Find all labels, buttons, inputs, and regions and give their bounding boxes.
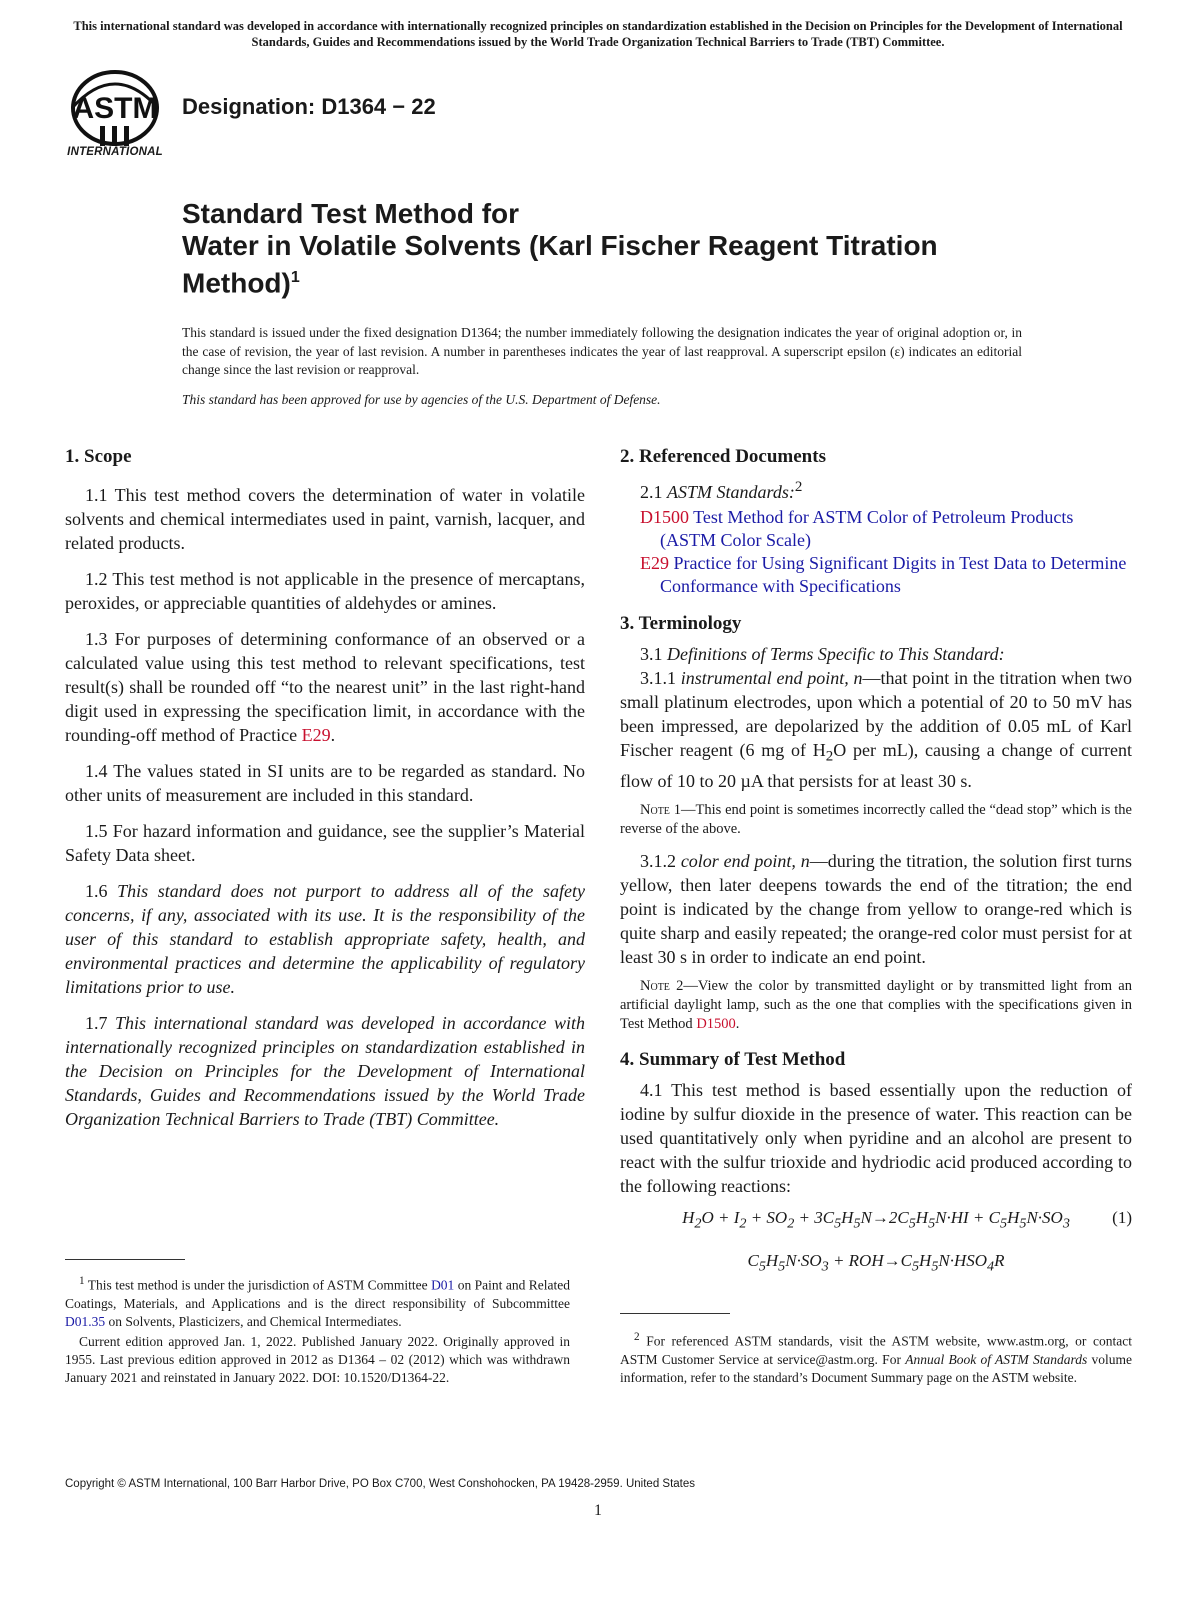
para-2-1-num: 2.1 xyxy=(640,482,667,502)
equation-number: (1) xyxy=(1112,1207,1132,1227)
left-column xyxy=(65,445,585,1143)
link-e29[interactable]: E29 xyxy=(301,725,331,745)
equation-2: $C_5H_5N\cdot SO_3 + ROH\to C_5H_5N\cdot HSO_4R$ xyxy=(747,1250,1005,1275)
para-1-7-text: This international standard was developed in accordance with internationally recognized principles on standardization established in the Decision on Principles for the Development of International Standards, Guides and Recommendations issued by the World Trade Organization Technical Barriers to Trade (TBT) Committee. xyxy=(65,1013,585,1129)
para-3-1-num: 3.1 xyxy=(640,644,667,664)
para-3-1-1-b: O per mL), causing a change of current flow of 10 to 20 µA that persists for at least 30 s. xyxy=(620,740,1132,791)
footnote-2-marker: 2 xyxy=(634,1331,640,1343)
ref-code-e29[interactable]: E29 xyxy=(640,553,669,573)
para-1-7-num: 1.7 xyxy=(85,1013,115,1033)
note-1-label: Note 1 xyxy=(640,801,681,818)
astm-logo-icon xyxy=(62,68,168,148)
footnote-2-a: For referenced ASTM standards, visit the ASTM website, www.astm.org, or contact ASTM Customer Service at service@astm.org. For xyxy=(620,1333,1132,1367)
para-3-1-1 xyxy=(620,666,1132,793)
link-d1500-note[interactable]: D1500 xyxy=(696,1015,736,1032)
footnote-1 xyxy=(65,1272,570,1389)
svg-text:ASTM: ASTM xyxy=(72,92,158,125)
footnote-2-italic: Annual Book of ASTM Standards xyxy=(905,1351,1088,1367)
para-1-7 xyxy=(65,1011,585,1131)
copyright-line: Copyright © ASTM International, 100 Barr Harbor Drive, PO Box C700, West Conshohocken, PA 19428-2959. United States xyxy=(65,1478,696,1490)
footnote-divider-left xyxy=(65,1259,185,1260)
footnote-divider-right xyxy=(620,1313,730,1314)
term-instrumental-end-point: instrumental end point, n xyxy=(680,668,863,688)
link-d01-35[interactable]: D01.35 xyxy=(65,1313,106,1329)
astm-logo xyxy=(62,68,168,164)
reference-d1500 xyxy=(620,506,1132,552)
para-1-1: 1.1 This test method covers the determination of water in volatile solvents and chemical intermediates used in paint, varnish, lacquer, and related products. xyxy=(65,485,585,553)
para-1-4: 1.4 The values stated in SI units are to be regarded as standard. No other units of measurement are included in this standard. xyxy=(65,761,585,805)
note-2-b: . xyxy=(735,1015,740,1032)
para-1-2: 1.2 This test method is not applicable in the presence of mercaptans, peroxides, or appreciable quantities of aldehydes or amines. xyxy=(65,569,585,613)
document-title xyxy=(182,198,1062,299)
preamble: This standard is issued under the fixed designation D1364; the number immediately following the designation indicates the year of original adoption or, in the case of revision, the year of last revision. A number in parentheses indicates the year of last reapproval. A superscript epsilon (ε) indicates an editorial change since the last revision or reapproval. xyxy=(182,325,1022,377)
footnote-1-para-2: Current edition approved Jan. 1, 2022. Published January 2022. Originally approved in 1955. Last previous edition approved in 2012 as D1364 – 02 (2012) which was withdrawn January 2021 and reinstated in January 2022. DOI: 10.1520/D1364-22. xyxy=(65,1333,570,1385)
ref-code-d1500[interactable]: D1500 xyxy=(640,507,689,527)
para-2-1 xyxy=(620,475,1132,504)
dod-approval: This standard has been approved for use by agencies of the U.S. Department of Defense. xyxy=(182,392,661,407)
reference-e29 xyxy=(620,552,1132,598)
ref-title-d1500[interactable]: Test Method for ASTM Color of Petroleum Products (ASTM Color Scale) xyxy=(660,507,1074,550)
para-3-1-2 xyxy=(620,849,1132,969)
para-3-1 xyxy=(620,642,1132,666)
title-line-2: Water in Volatile Solvents (Karl Fischer Reagent Titration xyxy=(182,230,938,261)
para-4-1: 4.1 This test method is based essentially upon the reduction of iodine by sulfur dioxide in the presence of water. This reaction can be used quantitatively only when pyridine and an alcohol are present to react with the sulfur trioxide and hydriodic acid produced according to the following reactions: xyxy=(620,1079,1132,1196)
footnote-1-a2: on Paint and Related Coatings, Materials, and Applications and is the direct responsibility of Subcommittee xyxy=(65,1277,570,1311)
link-d01[interactable]: D01 xyxy=(431,1277,455,1293)
logo-org-text: INTERNATIONAL xyxy=(67,146,163,158)
para-3-1-1-sub: 2 xyxy=(825,748,834,765)
para-2-1-sup: 2 xyxy=(794,479,803,495)
page-number: 1 xyxy=(594,1502,602,1519)
note-2 xyxy=(620,977,1132,1034)
ref-title-e29[interactable]: Practice for Using Significant Digits in Test Data to Determine Conformance with Specifications xyxy=(660,553,1127,596)
section-heading-referenced: 2. Referenced Documents xyxy=(620,446,826,467)
note-1-text: —This end point is sometimes incorrectly called the “dead stop” which is the reverse of the above. xyxy=(620,801,1132,837)
title-line-3: Method) xyxy=(182,267,291,299)
note-2-a: —View the color by transmitted daylight or by transmitted light from an artificial daylight lamp, such as the one that complies with the specifications given in Test Method xyxy=(620,977,1132,1032)
para-1-6-num: 1.6 xyxy=(85,881,118,901)
footnote-2-c: volume information, refer to the standard’s Document Summary page on the ASTM website. xyxy=(620,1351,1133,1385)
designation: Designation: D1364 − 22 xyxy=(182,94,436,119)
title-line-1: Standard Test Method for xyxy=(182,198,520,229)
note-1 xyxy=(620,801,1132,839)
para-3-1-2-num: 3.1.2 xyxy=(640,850,681,871)
section-heading-scope: 1. Scope xyxy=(65,446,132,467)
footnote-1-marker: 1 xyxy=(79,1275,85,1287)
para-2-1-text: ASTM Standards: xyxy=(667,482,795,502)
footnote-2 xyxy=(620,1328,1132,1389)
note-2-label: Note 2 xyxy=(640,977,684,994)
para-3-1-2-text: —during the titration, the solution first turns yellow, then later deepens towards the end of the titration; the end point is indicated by the change from yellow to orange-red which is quite sharp and easily repeated; the orange-red color must persist for at least 30 s in order to indicate an end point. xyxy=(620,850,1133,967)
para-3-1-1-num: 3.1.1 xyxy=(640,668,681,688)
section-heading-summary: 4. Summary of Test Method xyxy=(620,1048,846,1070)
para-1-6-text: This standard does not purport to address all of the safety concerns, if any, associated with its use. It is the responsibility of the user of this standard to establish appropriate safety, health, and environmental practices and determine the applicability of regulatory limitations prior to use. xyxy=(65,881,585,997)
title-footnote-mark[interactable]: 1 xyxy=(290,269,300,286)
footnote-1-a3: on Solvents, Plasticizers, and Chemical Intermediates. xyxy=(105,1313,402,1329)
right-column xyxy=(620,445,1132,1292)
footnote-1-para-1 xyxy=(65,1272,570,1331)
para-1-6 xyxy=(65,879,585,999)
tbt-notice: This international standard was developed in accordance with internationally recognized principles on standardization established in the Decision on Principles for the Development of International Standards, Guides and Recommendations issued by the World Trade Organization Technical Barriers to Trade (TBT) Committee. xyxy=(73,19,1123,49)
footnote-1-a1: This test method is under the jurisdiction of ASTM Committee xyxy=(84,1277,432,1293)
term-color-end-point: color end point, n xyxy=(680,850,810,871)
section-heading-terminology: 3. Terminology xyxy=(620,613,742,634)
footnote-2-para xyxy=(620,1328,1132,1387)
para-1-5: 1.5 For hazard information and guidance, see the supplier’s Material Safety Data sheet. xyxy=(65,821,585,865)
para-1-3-text: 1.3 For purposes of determining conformance of an observed or a calculated value using this test method to relevant specifications, test result(s) shall be rounded off “to the nearest unit” in the last right-hand digit used in expressing the specification limit, in accordance with the rounding-off method of Practice xyxy=(65,629,585,745)
para-3-1-text: Definitions of Terms Specific to This Standard: xyxy=(667,644,1005,664)
para-3-1-1-a: —that point in the titration when two small platinum electrodes, upon which a potential of 20 to 50 mV has been impressed, are depolarized by the addition of 0.05 mL of Karl Fischer reagent (6 mg of H xyxy=(620,668,1133,760)
equation-1: $H_2O + I_2 + SO_2 + 3C_5H_5N\to 2C_5H_5N\cdot HI + C_5H_5N\cdot SO_3$ (1) xyxy=(682,1207,1132,1231)
para-1-3: 1.3 For purposes of determining conformance of an observed or a calculated value using this test method to relevant specifications, test result(s) shall be rounded off “to the nearest unit” in the last right-hand digit used in expressing the specification limit, in accordance with the rounding-off method of Practice E29. xyxy=(65,629,585,745)
